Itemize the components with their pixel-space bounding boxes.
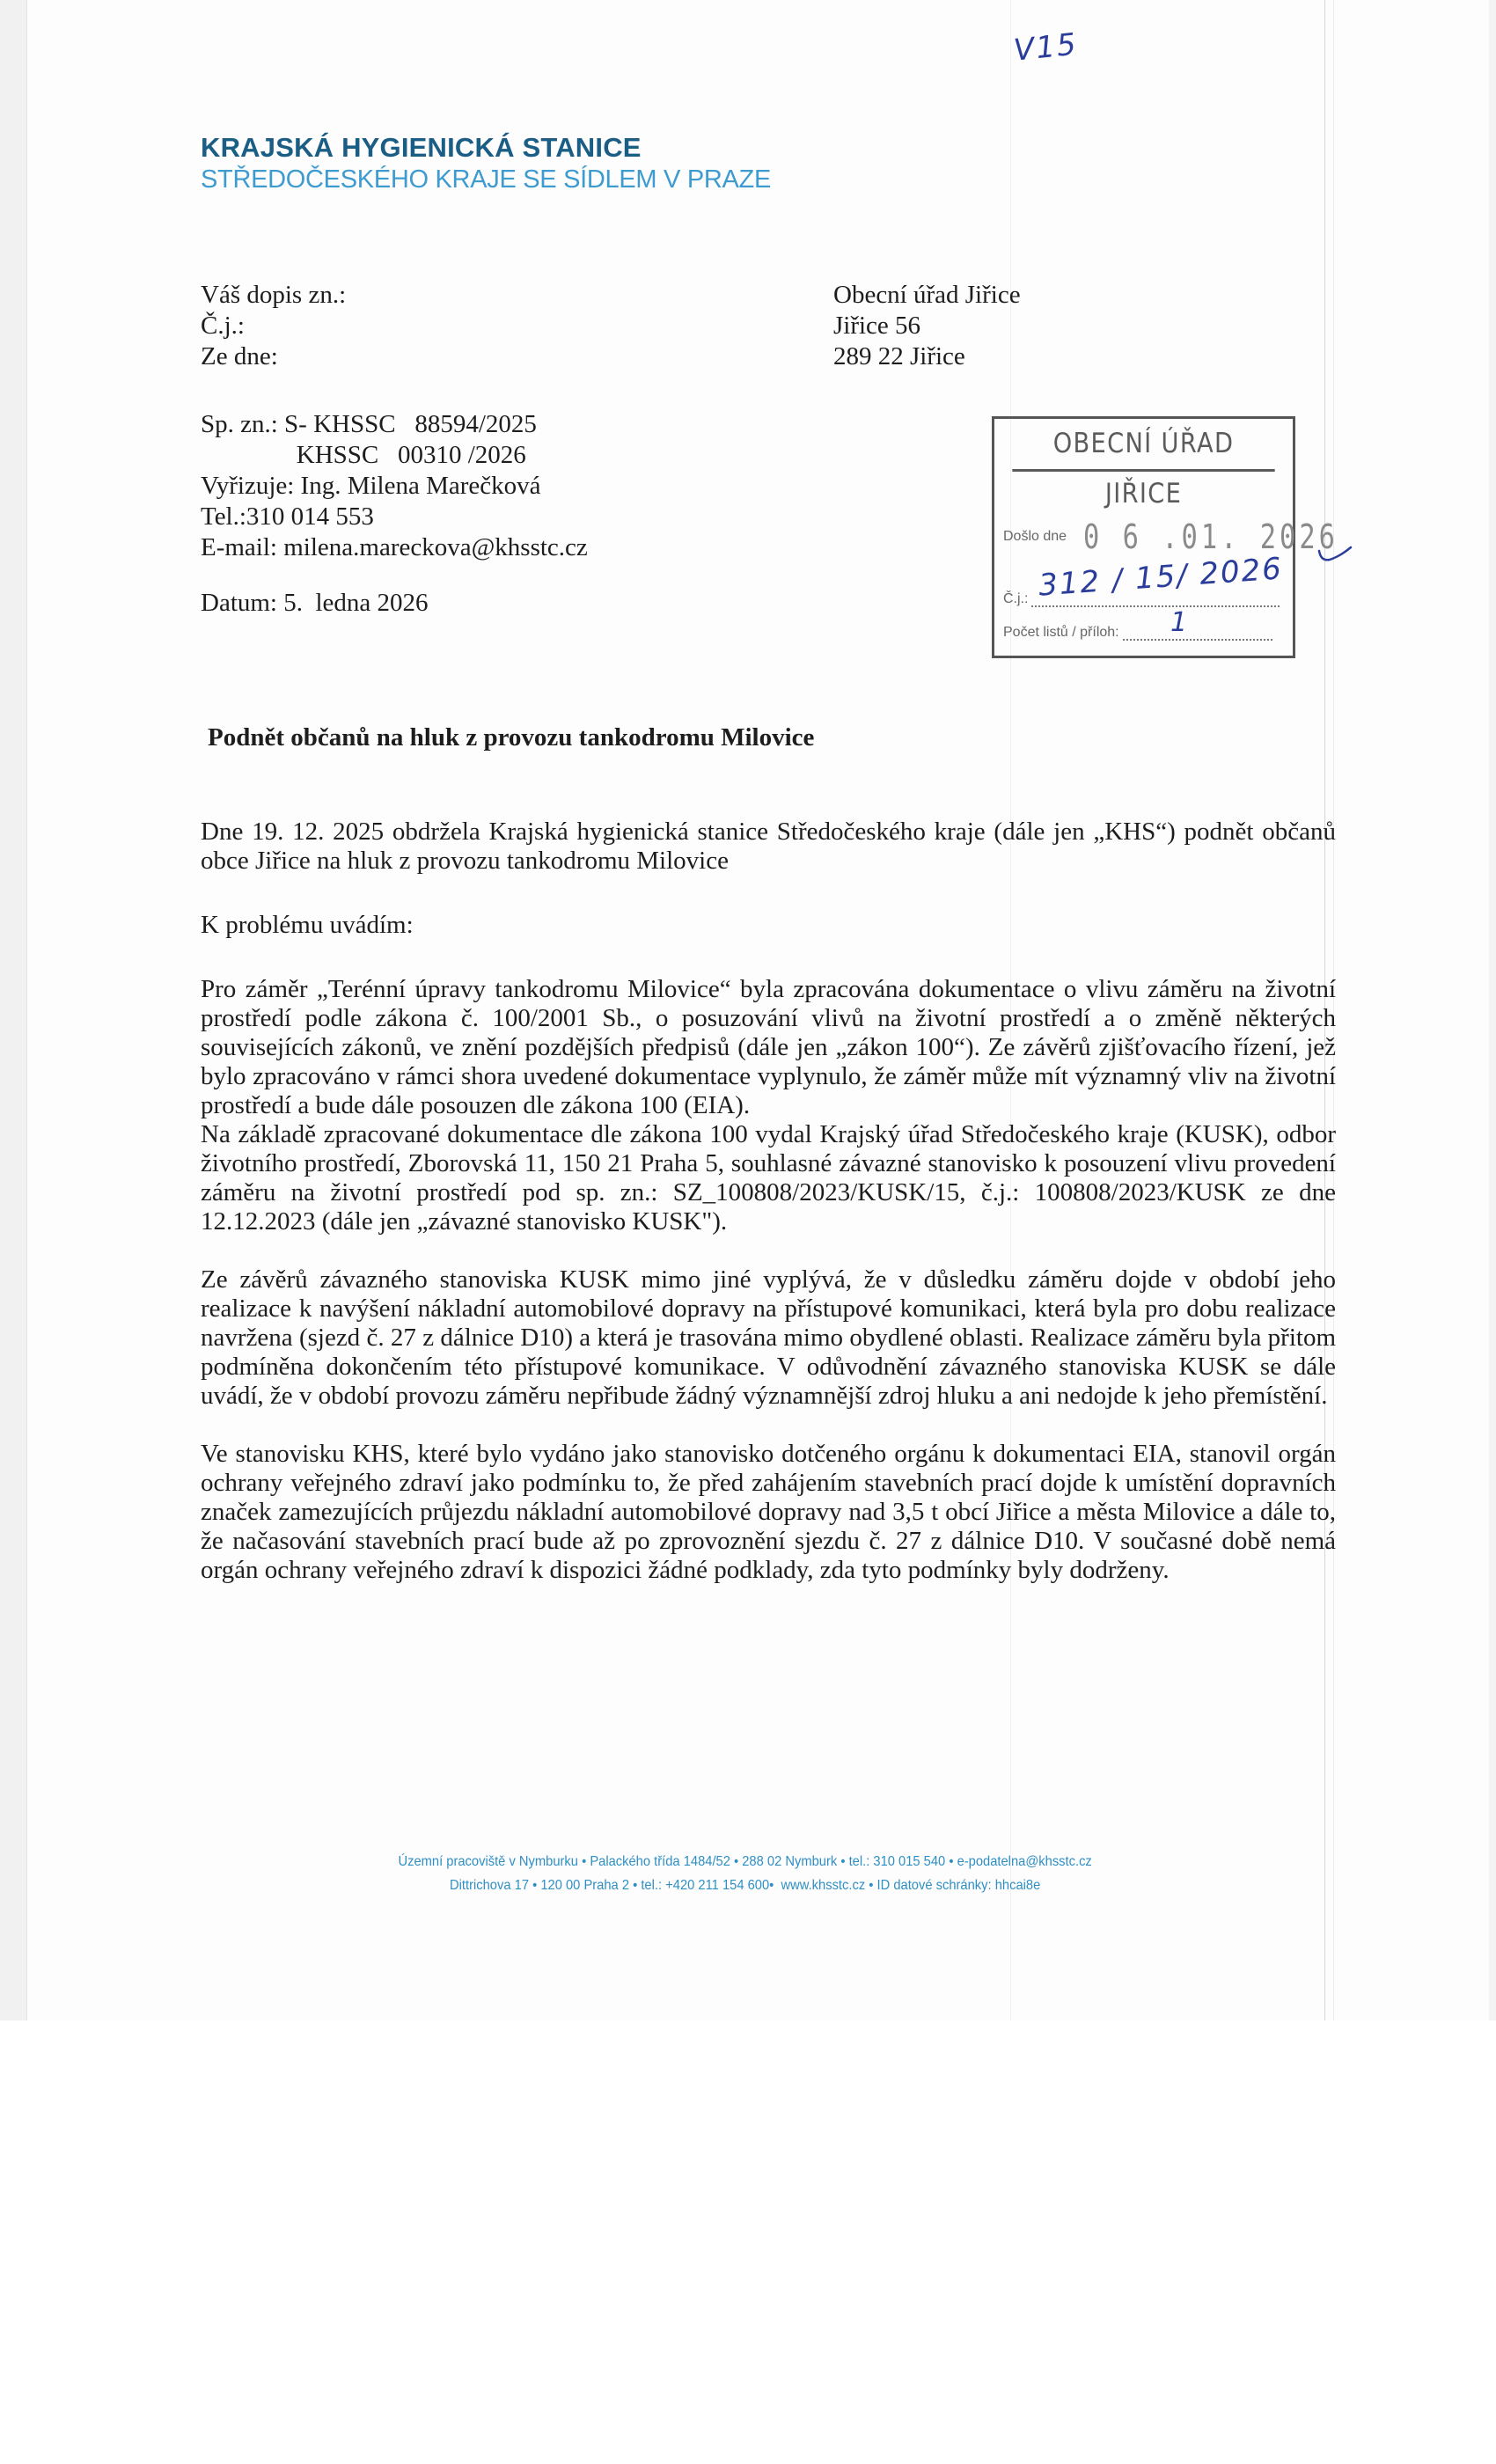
file-number-2: KHSSC 00310 /2026 bbox=[201, 441, 526, 469]
letter-subject: Podnět občanů na hluk z provozu tankodromu Milovice bbox=[208, 723, 815, 752]
stamp-count-row bbox=[1003, 625, 1272, 641]
paragraph-4: Ve stanovisku KHS, které bylo vydáno jako stanovisko dotčeného orgánu k dokumentaci EIA, stanovil orgán ochrany veřejného zdraví jako podmínku to, že před zahájením stavebních prací dojde k umístění dopravních značek zamezujících průjezdu nákladní automobilové dopravy nad 3,5 t obcí Jiřice a města Milovice a dále to, že načasování stavebních prací bude až po zprovoznění sjezdu č. 27 z dálnice D10. V současné době nemá orgán ochrany veřejného zdraví k dispozici žádné podklady, zda tyto podmínky byly dodrženy. bbox=[201, 1440, 1336, 1584]
letter-footer bbox=[57, 1850, 1434, 1897]
received-stamp bbox=[992, 416, 1338, 658]
scan-left-edge bbox=[0, 0, 27, 2020]
recipient-city: 289 22 Jiřice bbox=[833, 342, 965, 370]
paragraph-1: Pro záměr „Terénní úpravy tankodromu Milovice“ byla zpracována dokumentace o vlivu záměru na životní prostředí podle zákona č. 100/2001 Sb., o posuzování vlivů na životní prostředí a o změně některých souvisejících zákonů, ve znění pozdějších předpisů (dále jen „zákon 100“). Ze závěrů zjišťovacího řízení, jež bylo zpracováno v rámci shora uvedené dokumentace vyplynulo, že záměr může mít významný vliv na životní prostředí a bude dále posouzen dle zákona 100 (EIA). bbox=[201, 975, 1336, 1119]
handwritten-registry-mark: V15 bbox=[1012, 26, 1080, 69]
org-subtitle: STŘEDOČESKÉHO KRAJE SE SÍDLEM V PRAZE bbox=[201, 165, 771, 194]
dotted-line bbox=[1031, 602, 1280, 607]
letterhead bbox=[201, 132, 771, 195]
intro-paragraph: Dne 19. 12. 2025 obdržela Krajská hygienická stanice Středočeského kraje (dále jen „KHS“) podnět občanů obce Jiřice na hluk z provozu tankodromu Milovice bbox=[201, 818, 1336, 875]
handled-by: Vyřizuje: Ing. Milena Marečková bbox=[201, 472, 541, 500]
stamp-received-label: Došlo dne bbox=[1003, 529, 1067, 545]
your-letter-ref: Váš dopis zn.: bbox=[201, 281, 347, 309]
from-date-label: Ze dne: bbox=[201, 342, 278, 370]
letter-date: Datum: 5. ledna 2026 bbox=[201, 589, 429, 617]
file-number-1: Sp. zn.: S- KHSSC 88594/2025 bbox=[201, 410, 537, 438]
scan-right-edge bbox=[1489, 0, 1496, 2020]
email: E-mail: milena.mareckova@khsstc.cz bbox=[201, 533, 588, 561]
recipient-street: Jiřice 56 bbox=[833, 312, 921, 340]
stamp-received-row bbox=[1003, 517, 1402, 556]
recipient-name: Obecní úřad Jiřice bbox=[833, 281, 1021, 309]
stamp-title: OBECNÍ ÚŘAD JIŘICE bbox=[1012, 419, 1274, 472]
footer-line-1: Územní pracoviště v Nymburku • Palackého třída 1484/52 • 288 02 Nymburk • tel.: 310 015 540 • e-podatelna@khsstc.cz bbox=[398, 1854, 1092, 1869]
recipient-address bbox=[833, 280, 1021, 372]
phone: Tel.:310 014 553 bbox=[201, 502, 374, 531]
stamp-received-date: 0 6 .01. 2026 bbox=[1082, 517, 1338, 556]
letter-body bbox=[201, 818, 1336, 1585]
stamp-count-handwritten: 1 bbox=[1170, 607, 1188, 638]
org-title: KRAJSKÁ HYGIENICKÁ STANICE bbox=[201, 132, 642, 163]
dotted-line bbox=[1123, 635, 1272, 641]
reference-block bbox=[201, 280, 588, 619]
footer-line-2: Dittrichova 17 • 120 00 Praha 2 • tel.: +420 211 154 600• www.khsstc.cz • ID datové schránky: hhcai8e bbox=[450, 1878, 1041, 1893]
stamp-count-label: Počet listů / příloh: bbox=[1003, 625, 1119, 640]
case-number-label: Č.j.: bbox=[201, 312, 245, 340]
stamp-ref-label: Č.j.: bbox=[1003, 591, 1029, 606]
paragraph-2: Na základě zpracované dokumentace dle zákona 100 vydal Krajský úřad Středočeského kraje (KUSK), odbor životního prostředí, Zborovská 11, 150 21 Praha 5, souhlasné závazné stanovisko k posouzení vlivu provedení záměru na životní prostředí pod sp. zn.: SZ_100808/2023/KUSK/15, č.j.: 100808/2023/KUSK ze dne 12.12.2023 (dále jen „závazné stanovisko KUSK"). bbox=[201, 1120, 1336, 1236]
paragraph-3: Ze závěrů závazného stanoviska KUSK mimo jiné vyplývá, že v důsledku záměru dojde v období jeho realizace k navýšení nákladní automobilové dopravy na přístupové komunikaci, která byla pro dobu realizace navržena (sjezd č. 27 z dálnice D10) a která je trasována mimo obydlené oblasti. Realizace záměru byla přitom podmíněna dokončením této přístupové komunikace. V odůvodnění závazného stanoviska KUSK se dále uvádí, že v období provozu záměru nepřibude žádný významnější zdroj hluku a ani nedojde k jeho přemístění. bbox=[201, 1265, 1336, 1410]
stamp-ref-handwritten: 312 / 15/ 2026 bbox=[1037, 551, 1285, 604]
lead-line: K problému uvádím: bbox=[201, 911, 414, 939]
